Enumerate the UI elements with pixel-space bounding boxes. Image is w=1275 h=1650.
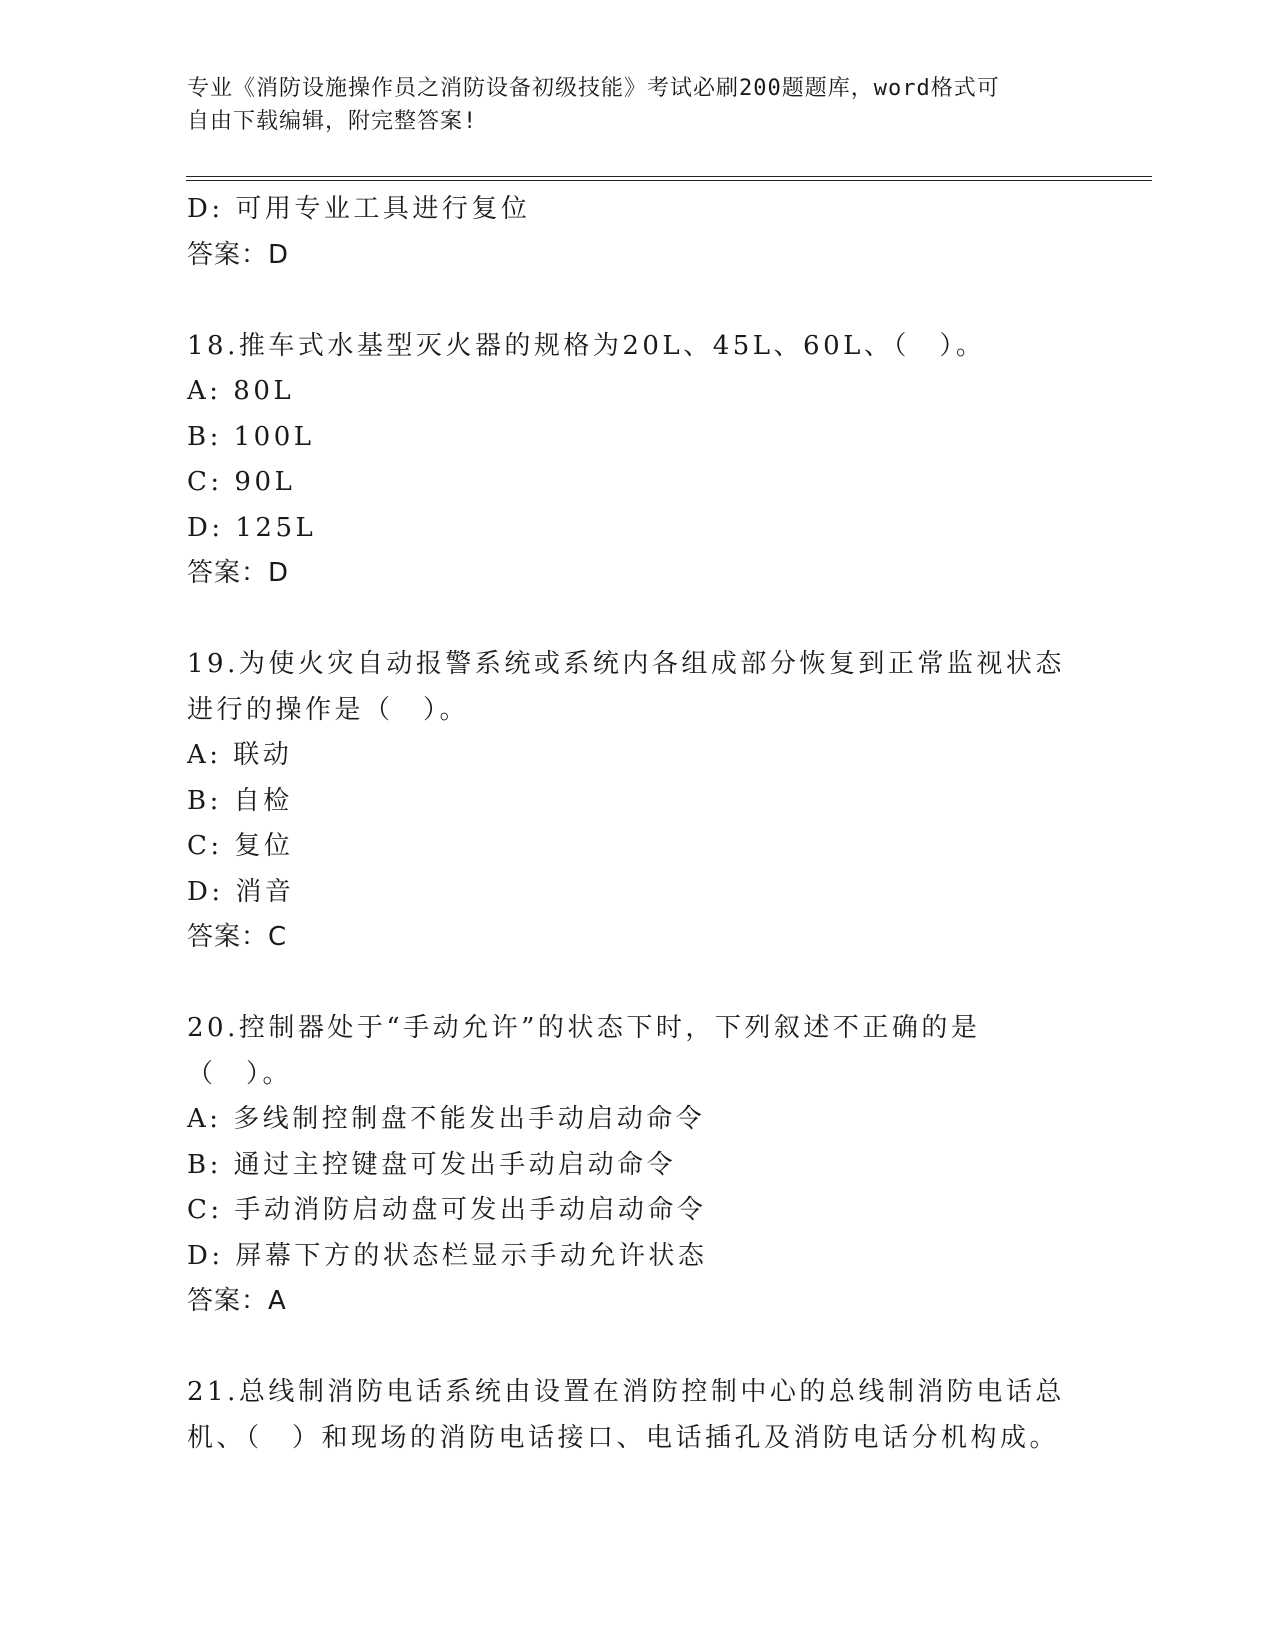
question-list: [187, 187, 1087, 1461]
option-d: D: 消音: [187, 876, 295, 907]
answer: 答案：D: [187, 239, 290, 270]
question-17-tail: [187, 187, 1087, 278]
option-c: C: 手动消防启动盘可发出手动启动命令: [187, 1195, 707, 1225]
question-stem: 20.控制器处于“手动允许”的状态下时，下列叙述不正确的是（ ）。: [187, 1013, 981, 1089]
document-header: [187, 72, 1087, 138]
spacer: [187, 278, 1087, 324]
option-d: D: 可用专业工具进行复位: [187, 194, 531, 224]
spacer: [187, 597, 1087, 643]
option-b: B: 通过主控键盘可发出手动启动命令: [187, 1149, 677, 1180]
header-divider-bottom: [186, 180, 1152, 181]
answer: 答案：A: [187, 1286, 287, 1316]
option-c: C: 90L: [187, 467, 296, 497]
question-19: [187, 642, 1087, 961]
header-line-1: 专业《消防设施操作员之消防设备初级技能》考试必刷200题题库，word格式可: [187, 76, 1000, 101]
question-stem: 21.总线制消防电话系统由设置在消防控制中心的总线制消防电话总机、（ ）和现场的消防电话接口、电话插孔及消防电话分机构成。: [187, 1377, 1065, 1453]
header-line-2: 自由下载编辑，附完整答案!: [187, 109, 478, 134]
option-d: D: 屏幕下方的状态栏显示手动允许状态: [187, 1240, 708, 1271]
spacer: [187, 1325, 1087, 1371]
option-b: B: 100L: [187, 421, 315, 452]
answer: 答案：D: [187, 558, 290, 588]
question-20: [187, 1006, 1087, 1325]
option-a: A: 联动: [187, 740, 293, 770]
header-divider-top: [186, 176, 1152, 177]
option-a: A: 80L: [187, 376, 295, 406]
question-stem: 19.为使火灾自动报警系统或系统内各组成部分恢复到正常监视状态进行的操作是（ ）。: [187, 649, 1065, 725]
question-stem: 18.推车式水基型灭火器的规格为20L、45L、60L、（ ）。: [187, 330, 986, 361]
option-b: B: 自检: [187, 785, 293, 816]
option-a: A: 多线制控制盘不能发出手动启动命令: [187, 1104, 706, 1134]
option-c: C: 复位: [187, 831, 294, 861]
question-21: [187, 1370, 1087, 1461]
spacer: [187, 961, 1087, 1007]
answer: 答案：C: [187, 922, 288, 952]
option-d: D: 125L: [187, 512, 317, 543]
question-18: [187, 324, 1087, 597]
